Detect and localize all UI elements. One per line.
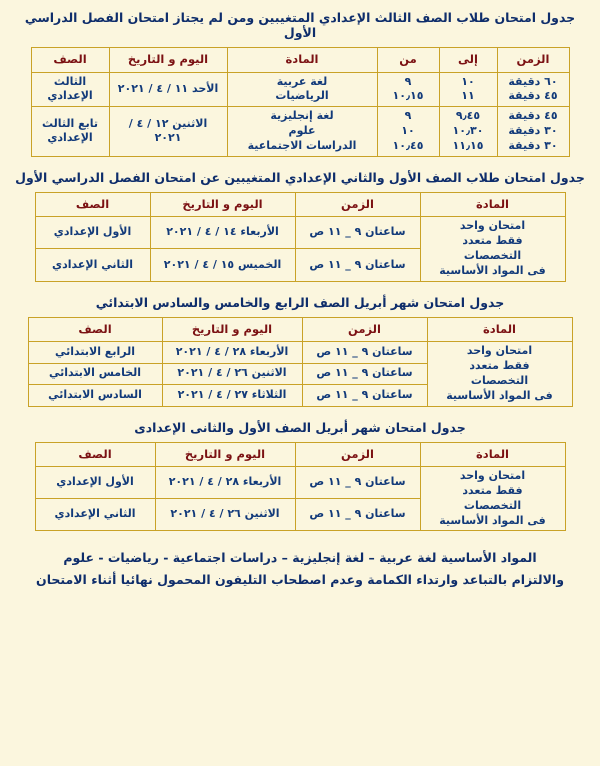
column-header-subject: المادة [227,48,377,73]
cell-to [439,107,497,157]
from-line: ١٠٫٤٥ [392,138,424,152]
footer-line-rules: والالتزام بالتباعد وارتداء الكمامة وعدم اصطحاب التليفون المحمول نهائيا أثناء الامتحان [36,572,564,588]
table-prep-1-2-april [35,442,566,532]
table-row [31,72,569,107]
cell-duration: ساعتان ٩ _ ١١ ص [295,249,420,281]
cell-day-date: الأحد ١١ / ٤ / ٢٠٢١ [109,72,227,107]
cell-grade [31,107,109,157]
from-line: ١٠٫١٥ [392,89,424,103]
cell-grade: الثاني الإعدادي [35,499,155,531]
cell-grade: الرابع الابتدائي [28,342,162,363]
column-header-to: إلى [439,48,497,73]
cell-subject [227,107,377,157]
cell-subject [227,72,377,107]
column-header-grade: الصف [35,192,150,217]
duration-line: ٣٠ دقيقة [508,138,558,152]
subject-note-line: فقط متعدد [469,358,530,372]
table-header-row [35,192,565,217]
duration-line: ٤٥ دقيقة [508,89,558,103]
subject-note-line: التخصصات [463,498,522,512]
cell-subject-note [420,467,565,531]
column-header-grade: الصف [35,442,155,467]
duration-line: ٣٠ دقيقة [508,124,558,138]
cell-grade: الأول الإعدادي [35,217,150,249]
grade-line: الإعدادي [47,131,93,145]
column-header-subject: المادة [420,192,565,217]
cell-day-date: الاثنين ٢٦ / ٤ / ٢٠٢١ [155,499,295,531]
grade-line: الثالث [53,74,87,88]
to-line: ١١ [461,89,475,103]
column-header-duration: الزمن [295,192,420,217]
page-title-4: جدول امتحان شهر أبريل الصف الأول والثانى الإعدادى [134,419,466,435]
page-title-2: جدول امتحان طلاب الصف الأول والثاني الإعدادي المتغيبين عن امتحان الفصل الدراسي الأول [15,169,585,185]
footer-line-subjects: المواد الأساسية لغة عربية – لغة إنجليزية – دراسات اجتماعية - رياضيات - علوم [63,550,537,566]
cell-to [439,72,497,107]
subject-note-line: التخصصات [470,373,529,387]
subject-line: لغة إنجليزية [270,109,334,123]
column-header-subject: المادة [427,317,572,342]
subject-line: علوم [288,124,316,138]
page-title-1: جدول امتحان طلاب الصف الثالث الإعدادي المتغيبين ومن لم يجتاز امتحان الفصل الدراسي الأول [24,10,576,40]
cell-grade: السادس الابتدائي [28,385,162,406]
page-title-3: جدول امتحان شهر أبريل الصف الرابع والخامس والسادس الابتدائي [95,294,505,310]
cell-day-date: الخميس ١٥ / ٤ / ٢٠٢١ [150,249,295,281]
column-header-grade: الصف [31,48,109,73]
to-line: ٩٫٤٥ [455,109,481,123]
footer-notes [14,547,586,591]
cell-duration [497,107,569,157]
subject-line: الدراسات الاجتماعية [247,138,357,152]
grade-line: تابع الثالث [41,116,99,130]
cell-subject-note [420,217,565,281]
cell-grade: الخامس الابتدائي [28,363,162,384]
column-header-subject: المادة [420,442,565,467]
table-row [31,107,569,157]
cell-grade: الثاني الإعدادي [35,249,150,281]
column-header-day-date: اليوم و التاريخ [109,48,227,73]
cell-from [377,72,439,107]
cell-duration: ساعتان ٩ _ ١١ ص [302,342,427,363]
subject-note-line: امتحان واحد [466,344,533,358]
column-header-duration: الزمن [302,317,427,342]
duration-line: ٦٠ دقيقة [508,74,558,88]
column-header-duration: الزمن [497,48,569,73]
column-header-grade: الصف [28,317,162,342]
from-line: ٩ [404,74,412,88]
column-header-duration: الزمن [295,442,420,467]
table-prep-1-2-makeup [35,192,566,282]
cell-subject-note [427,342,572,406]
cell-duration: ساعتان ٩ _ ١١ ص [295,499,420,531]
cell-duration [497,72,569,107]
column-header-day-date: اليوم و التاريخ [162,317,302,342]
cell-from [377,107,439,157]
to-line: ١١٫١٥ [452,138,484,152]
cell-day-date: الاثنين ٢٦ / ٤ / ٢٠٢١ [162,363,302,384]
subject-note-line: فى المواد الأساسية [446,388,553,402]
subject-note-line: التخصصات [463,248,522,262]
cell-duration: ساعتان ٩ _ ١١ ص [302,385,427,406]
column-header-day-date: اليوم و التاريخ [155,442,295,467]
table-third-preparatory-makeup [31,47,570,157]
subject-note-line: فقط متعدد [462,234,523,248]
table-row [35,467,565,499]
subject-line: لغة عربية [276,74,328,88]
subject-note-line: امتحان واحد [459,469,526,483]
subject-note-line: فى المواد الأساسية [439,513,546,527]
cell-duration: ساعتان ٩ _ ١١ ص [295,217,420,249]
subject-line: الرياضيات [275,89,329,103]
column-header-from: من [377,48,439,73]
grade-line: الإعدادي [47,89,93,103]
subject-note-line: فى المواد الأساسية [439,263,546,277]
table-row [35,217,565,249]
table-row [28,342,572,363]
subject-note-line: فقط متعدد [462,483,523,497]
to-line: ١٠٫٣٠ [452,124,484,138]
from-line: ٩ [404,109,412,123]
cell-day-date: الثلاثاء ٢٧ / ٤ / ٢٠٢١ [162,385,302,406]
column-header-day-date: اليوم و التاريخ [150,192,295,217]
table-header-row [35,442,565,467]
cell-day-date: الاثنين ١٢ / ٤ / ٢٠٢١ [109,107,227,157]
to-line: ١٠ [461,74,475,88]
cell-day-date: الأربعاء ٢٨ / ٤ / ٢٠٢١ [162,342,302,363]
table-header-row [28,317,572,342]
cell-duration: ساعتان ٩ _ ١١ ص [302,363,427,384]
table-header-row [31,48,569,73]
subject-note-line: امتحان واحد [459,219,526,233]
table-primary-4-5-6-april [28,317,573,407]
from-line: ١٠ [401,124,415,138]
cell-duration: ساعتان ٩ _ ١١ ص [295,467,420,499]
cell-grade: الأول الإعدادي [35,467,155,499]
cell-grade [31,72,109,107]
duration-line: ٤٥ دقيقة [508,109,558,123]
cell-day-date: الأربعاء ٢٨ / ٤ / ٢٠٢١ [155,467,295,499]
cell-day-date: الأربعاء ١٤ / ٤ / ٢٠٢١ [150,217,295,249]
